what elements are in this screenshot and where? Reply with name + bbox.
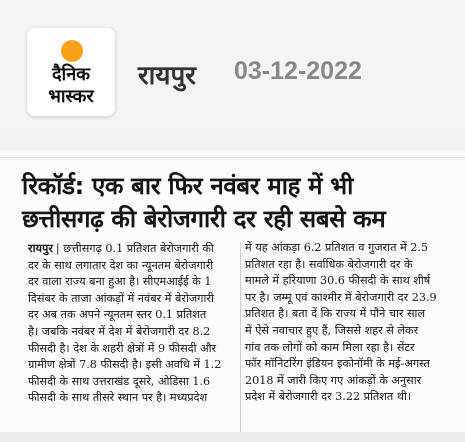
edition-city: रायपुर bbox=[138, 61, 196, 91]
article-column-right bbox=[245, 240, 455, 406]
article-text-line: प्रतिशत है। बता दें कि राज्य में पौने चार साल bbox=[245, 307, 426, 321]
article-text-line: फॉर मॉनिटरिंग इंडियन इकोनॉमी के मई-अगस्त bbox=[245, 357, 430, 371]
edition-date: 03-12-2022 bbox=[234, 57, 362, 85]
article-text-line: दिसंबर के ताजा आंकड़ों में नवंबर में बेरोजगारी bbox=[28, 291, 214, 305]
article-text-line: गांव तक लोगों को काम मिला रहा है। सेंटर bbox=[245, 340, 415, 354]
article-text-line: मामले में हरियाणा 30.6 फीसदी के साथ शीर्ष bbox=[245, 274, 431, 288]
article-dateline: रायपुर bbox=[28, 241, 53, 255]
article-text-line: फीसदी है। देश के शहरी क्षेत्रों में 9 फीसदी और bbox=[28, 341, 217, 355]
article-text-line bbox=[28, 240, 238, 258]
article-text-line: फीसदी के साथ उत्तराखंड दूसरे, ओडिसा 1.6 bbox=[28, 374, 211, 388]
page-header bbox=[0, 0, 465, 128]
article-text-line: पर है। जम्मू एवं काश्मीर में बेरोजगारी दर 23.9 bbox=[245, 290, 437, 304]
headline-line-2: छत्तीसगढ़ की बेरोजगारी दर रही सबसे कम bbox=[22, 205, 386, 233]
newspaper-logo bbox=[27, 28, 115, 116]
article-text-line: में ऐसे नवाचार हुए हैं, जिससे शहर से लेकर bbox=[245, 323, 419, 337]
column-divider bbox=[240, 242, 241, 432]
article-text-line: प्रदेश में बेरोजगारी दर 3.22 प्रतिशत थी। bbox=[245, 390, 412, 404]
article-text-line: प्रतिशत रहा है। सर्वाधिक बेरोजगारी दर के bbox=[245, 257, 413, 271]
article-column-left bbox=[28, 240, 238, 407]
logo-text-line1: दैनिक bbox=[51, 64, 91, 85]
headline-line-1: रिकॉर्ड: एक बार फिर नवंबर माह में भी bbox=[22, 172, 354, 200]
article-headline bbox=[22, 170, 462, 236]
sun-icon bbox=[61, 40, 83, 62]
article-text-fragment: | छत्तीसगढ़ 0.1 प्रतिशत बेरोजगारी की bbox=[55, 242, 214, 255]
logo-text-line2: भास्कर bbox=[48, 86, 94, 107]
article-text-line: है। जबकि नवंबर में देश में बेरोजगारी दर 8.2 bbox=[28, 324, 211, 338]
article-text-line: ग्रामीण क्षेत्रों 7.8 फीसदी है। इसी अवधि में 1.2 bbox=[28, 358, 222, 372]
article-text-line: दर अब तक अपने न्यूनतम स्तर 0.1 प्रतिशत bbox=[28, 308, 207, 322]
article-text-line: दर के साथ लगातार देश का न्यूनतम बेरोजगारी bbox=[28, 258, 214, 272]
article-text-line: फीसदी के साथ तीसरे स्थान पर है। मध्यप्रदेश bbox=[28, 391, 208, 405]
clipping-top-edge bbox=[0, 150, 465, 158]
article-text-line: 2018 में जारी किए गए आंकड़ों के अनुसार bbox=[245, 373, 422, 387]
article-text-line: दर वाला राज्य बना हुआ है। सीएमआईई के 1 bbox=[28, 275, 212, 289]
article-text-line: में यह आंकड़ा 6.2 प्रतिशत व गुजरात में 2.5 bbox=[245, 241, 429, 254]
bottom-strip bbox=[0, 432, 465, 442]
